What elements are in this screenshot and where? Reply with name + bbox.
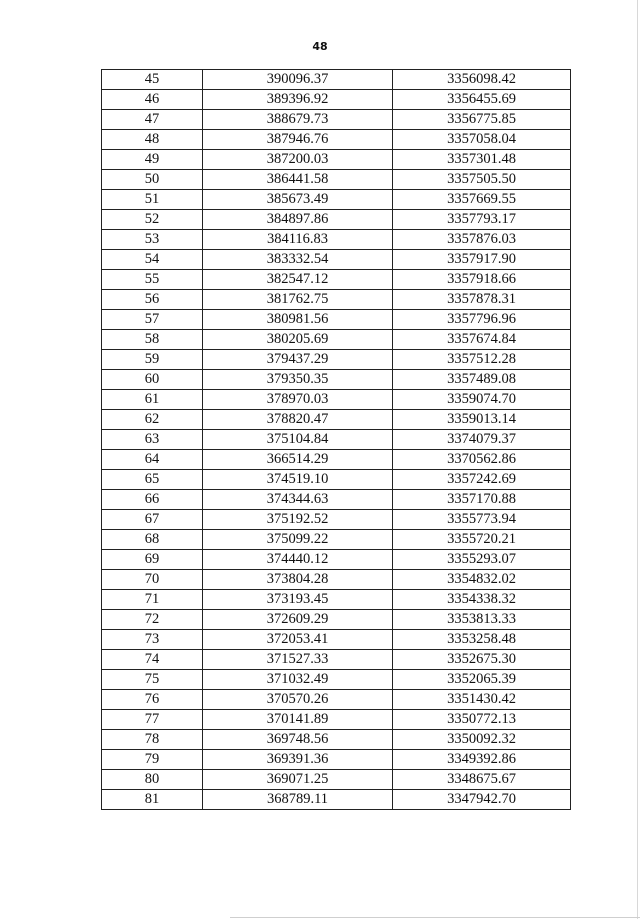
table-row (102, 650, 571, 670)
x-coordinate-cell: 372609.29 (203, 610, 393, 630)
table-row (102, 130, 571, 150)
table-row (102, 90, 571, 110)
table-row (102, 430, 571, 450)
table-row (102, 70, 571, 90)
point-number-cell: 62 (102, 410, 203, 430)
x-coordinate-cell: 382547.12 (203, 270, 393, 290)
point-number-cell: 53 (102, 230, 203, 250)
point-number-cell: 72 (102, 610, 203, 630)
point-number-cell: 73 (102, 630, 203, 650)
point-number-cell: 45 (102, 70, 203, 90)
table-row (102, 690, 571, 710)
y-coordinate-cell: 3357796.96 (393, 310, 571, 330)
x-coordinate-cell: 379350.35 (203, 370, 393, 390)
point-number-cell: 58 (102, 330, 203, 350)
page-number: 48 (312, 40, 328, 53)
point-number-cell: 59 (102, 350, 203, 370)
table-row (102, 590, 571, 610)
point-number-cell: 64 (102, 450, 203, 470)
table-row (102, 790, 571, 810)
x-coordinate-cell: 366514.29 (203, 450, 393, 470)
point-number-cell: 50 (102, 170, 203, 190)
point-number-cell: 60 (102, 370, 203, 390)
point-number-cell: 61 (102, 390, 203, 410)
point-number-cell: 57 (102, 310, 203, 330)
point-number-cell: 51 (102, 190, 203, 210)
point-number-cell: 66 (102, 490, 203, 510)
scan-edge-right (637, 0, 638, 919)
x-coordinate-cell: 371527.33 (203, 650, 393, 670)
table-row (102, 610, 571, 630)
y-coordinate-cell: 3354832.02 (393, 570, 571, 590)
table-row (102, 210, 571, 230)
table-row (102, 390, 571, 410)
y-coordinate-cell: 3355720.21 (393, 530, 571, 550)
y-coordinate-cell: 3357876.03 (393, 230, 571, 250)
y-coordinate-cell: 3356098.42 (393, 70, 571, 90)
x-coordinate-cell: 384116.83 (203, 230, 393, 250)
y-coordinate-cell: 3355773.94 (393, 510, 571, 530)
y-coordinate-cell: 3352675.30 (393, 650, 571, 670)
point-number-cell: 80 (102, 770, 203, 790)
table-row (102, 190, 571, 210)
table-row (102, 490, 571, 510)
point-number-cell: 55 (102, 270, 203, 290)
y-coordinate-cell: 3370562.86 (393, 450, 571, 470)
y-coordinate-cell: 3356775.85 (393, 110, 571, 130)
x-coordinate-cell: 375104.84 (203, 430, 393, 450)
x-coordinate-cell: 369748.56 (203, 730, 393, 750)
table-row (102, 150, 571, 170)
x-coordinate-cell: 387200.03 (203, 150, 393, 170)
table-row (102, 230, 571, 250)
table-row (102, 530, 571, 550)
y-coordinate-cell: 3347942.70 (393, 790, 571, 810)
point-number-cell: 67 (102, 510, 203, 530)
x-coordinate-cell: 389396.92 (203, 90, 393, 110)
x-coordinate-cell: 374440.12 (203, 550, 393, 570)
y-coordinate-cell: 3357058.04 (393, 130, 571, 150)
x-coordinate-cell: 370570.26 (203, 690, 393, 710)
y-coordinate-cell: 3353258.48 (393, 630, 571, 650)
table-row (102, 550, 571, 570)
y-coordinate-cell: 3351430.42 (393, 690, 571, 710)
x-coordinate-cell: 371032.49 (203, 670, 393, 690)
table-row (102, 630, 571, 650)
point-number-cell: 69 (102, 550, 203, 570)
y-coordinate-cell: 3357669.55 (393, 190, 571, 210)
y-coordinate-cell: 3357878.31 (393, 290, 571, 310)
y-coordinate-cell: 3374079.37 (393, 430, 571, 450)
point-number-cell: 81 (102, 790, 203, 810)
y-coordinate-cell: 3359074.70 (393, 390, 571, 410)
point-number-cell: 56 (102, 290, 203, 310)
coordinate-table-body (102, 70, 571, 810)
x-coordinate-cell: 380205.69 (203, 330, 393, 350)
scan-edge-bottom (230, 917, 640, 918)
point-number-cell: 79 (102, 750, 203, 770)
y-coordinate-cell: 3357489.08 (393, 370, 571, 390)
table-row (102, 370, 571, 390)
table-row (102, 450, 571, 470)
table-row (102, 570, 571, 590)
x-coordinate-cell: 390096.37 (203, 70, 393, 90)
table-row (102, 470, 571, 490)
x-coordinate-cell: 372053.41 (203, 630, 393, 650)
point-number-cell: 78 (102, 730, 203, 750)
point-number-cell: 63 (102, 430, 203, 450)
y-coordinate-cell: 3357917.90 (393, 250, 571, 270)
x-coordinate-cell: 386441.58 (203, 170, 393, 190)
x-coordinate-cell: 374344.63 (203, 490, 393, 510)
y-coordinate-cell: 3348675.67 (393, 770, 571, 790)
x-coordinate-cell: 369071.25 (203, 770, 393, 790)
coordinate-table (101, 69, 571, 810)
y-coordinate-cell: 3350772.13 (393, 710, 571, 730)
y-coordinate-cell: 3357512.28 (393, 350, 571, 370)
y-coordinate-cell: 3357242.69 (393, 470, 571, 490)
y-coordinate-cell: 3359013.14 (393, 410, 571, 430)
y-coordinate-cell: 3357674.84 (393, 330, 571, 350)
y-coordinate-cell: 3357793.17 (393, 210, 571, 230)
x-coordinate-cell: 384897.86 (203, 210, 393, 230)
x-coordinate-cell: 373804.28 (203, 570, 393, 590)
y-coordinate-cell: 3357505.50 (393, 170, 571, 190)
point-number-cell: 74 (102, 650, 203, 670)
table-row (102, 770, 571, 790)
y-coordinate-cell: 3357170.88 (393, 490, 571, 510)
table-row (102, 330, 571, 350)
point-number-cell: 75 (102, 670, 203, 690)
table-row (102, 670, 571, 690)
y-coordinate-cell: 3357918.66 (393, 270, 571, 290)
table-row (102, 730, 571, 750)
x-coordinate-cell: 374519.10 (203, 470, 393, 490)
table-row (102, 510, 571, 530)
table-row (102, 410, 571, 430)
x-coordinate-cell: 378820.47 (203, 410, 393, 430)
table-row (102, 710, 571, 730)
x-coordinate-cell: 380981.56 (203, 310, 393, 330)
point-number-cell: 52 (102, 210, 203, 230)
x-coordinate-cell: 379437.29 (203, 350, 393, 370)
y-coordinate-cell: 3350092.32 (393, 730, 571, 750)
point-number-cell: 46 (102, 90, 203, 110)
x-coordinate-cell: 373193.45 (203, 590, 393, 610)
y-coordinate-cell: 3357301.48 (393, 150, 571, 170)
x-coordinate-cell: 375192.52 (203, 510, 393, 530)
table-row (102, 750, 571, 770)
table-row (102, 350, 571, 370)
point-number-cell: 68 (102, 530, 203, 550)
point-number-cell: 76 (102, 690, 203, 710)
y-coordinate-cell: 3353813.33 (393, 610, 571, 630)
point-number-cell: 48 (102, 130, 203, 150)
table-row (102, 270, 571, 290)
table-row (102, 170, 571, 190)
x-coordinate-cell: 370141.89 (203, 710, 393, 730)
point-number-cell: 65 (102, 470, 203, 490)
x-coordinate-cell: 368789.11 (203, 790, 393, 810)
x-coordinate-cell: 381762.75 (203, 290, 393, 310)
table-row (102, 110, 571, 130)
y-coordinate-cell: 3349392.86 (393, 750, 571, 770)
x-coordinate-cell: 385673.49 (203, 190, 393, 210)
point-number-cell: 54 (102, 250, 203, 270)
x-coordinate-cell: 383332.54 (203, 250, 393, 270)
y-coordinate-cell: 3356455.69 (393, 90, 571, 110)
x-coordinate-cell: 369391.36 (203, 750, 393, 770)
x-coordinate-cell: 378970.03 (203, 390, 393, 410)
point-number-cell: 70 (102, 570, 203, 590)
point-number-cell: 49 (102, 150, 203, 170)
x-coordinate-cell: 387946.76 (203, 130, 393, 150)
point-number-cell: 47 (102, 110, 203, 130)
point-number-cell: 71 (102, 590, 203, 610)
y-coordinate-cell: 3355293.07 (393, 550, 571, 570)
point-number-cell: 77 (102, 710, 203, 730)
y-coordinate-cell: 3352065.39 (393, 670, 571, 690)
y-coordinate-cell: 3354338.32 (393, 590, 571, 610)
x-coordinate-cell: 375099.22 (203, 530, 393, 550)
table-row (102, 310, 571, 330)
table-row (102, 290, 571, 310)
table-row (102, 250, 571, 270)
x-coordinate-cell: 388679.73 (203, 110, 393, 130)
